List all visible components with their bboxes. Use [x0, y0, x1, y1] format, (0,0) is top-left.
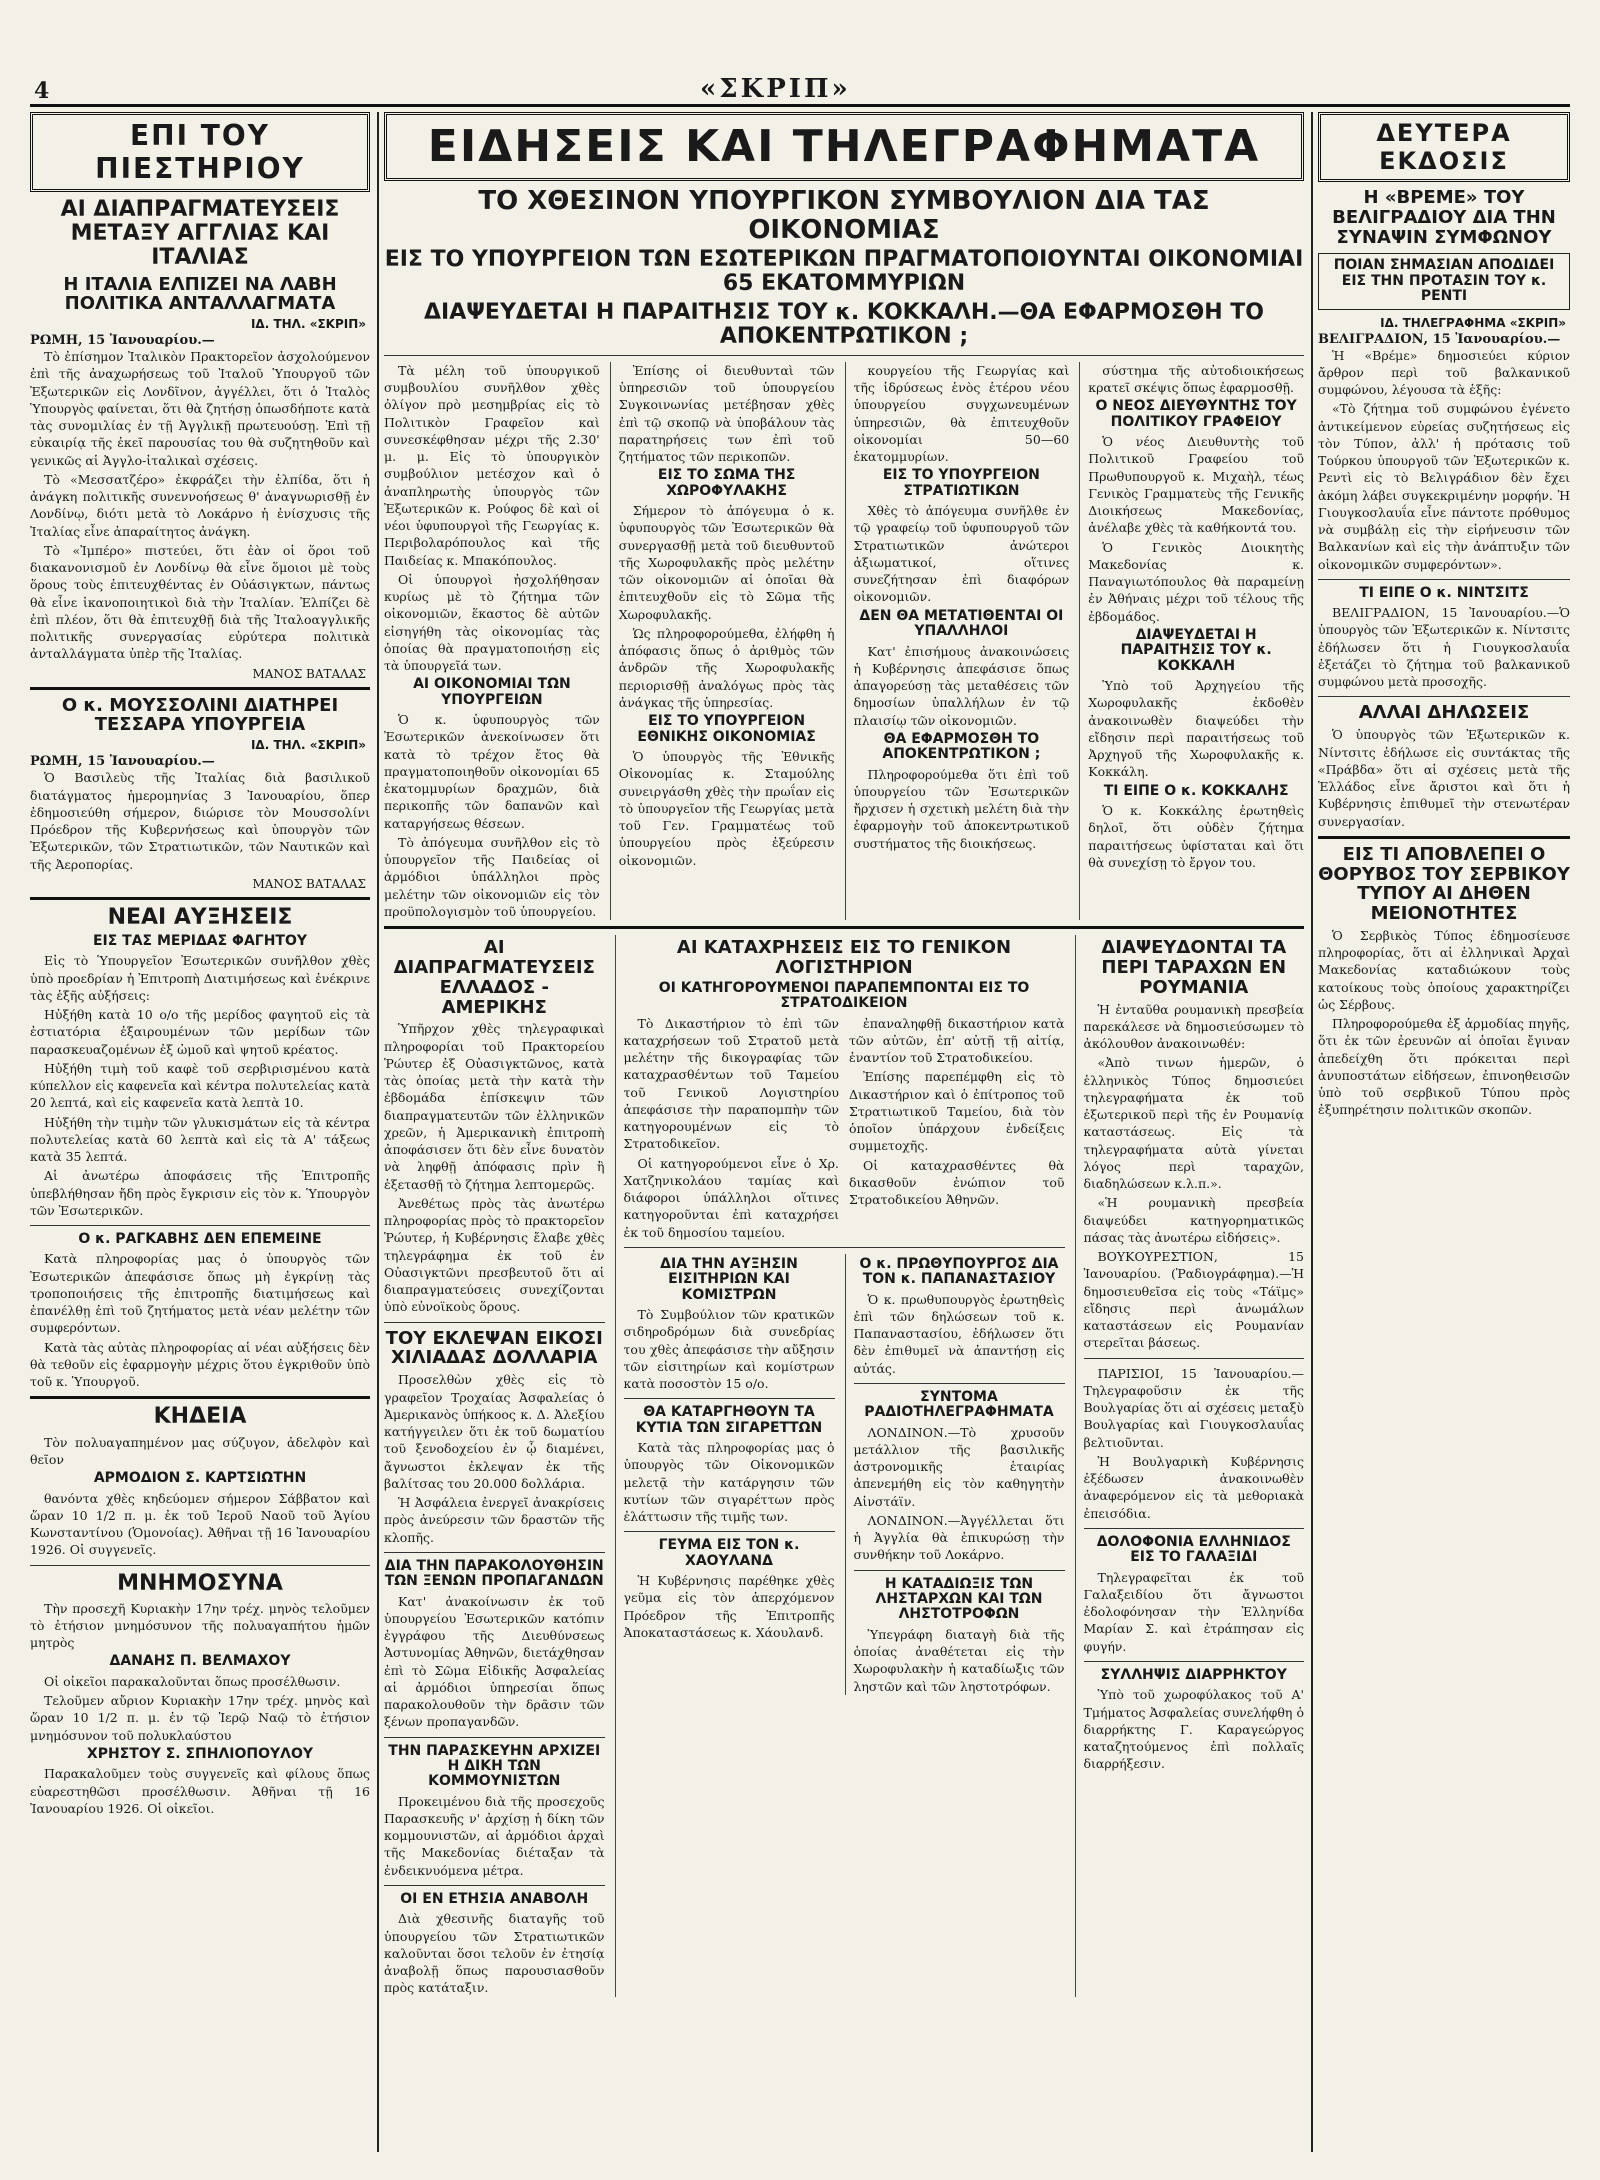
article-paragraph: ΒΕΛΙΓΡΑΔΙΟΝ, 15 Ἰανουαρίου.—Ὁ ὑπουργὸς τῶν Ἐξωτερικῶν κ. Νίντσιτς ἐδήλωσεν ὅτι ἡ Γιουγκοσλαυΐα ἐξετάζει τὸ ζήτημα τοῦ βαλκανικοῦ συμφώνου μετὰ προσοχῆς.: [1318, 605, 1570, 690]
article-paragraph: Ἀνεθέτως πρὸς τὰς ἀνωτέρω πληροφορίας πρὸς τὸ πρακτορεῖον Ῥώυτερ, ἡ Κυβέρνησις ἔλαβε χθὲς τηλεγράφημα ἐκ τοῦ ἐν Οὐασιγκτῶνι πρεσβευτοῦ ὅτι αἱ διαπραγματεύσεις συνεχίζονται ὑπὸ εὐνοϊκοὺς ὅρους.: [384, 1195, 605, 1315]
article-paragraph: Ὁ Γενικὸς Διοικητὴς Μακεδονίας κ. Παναγιωτόπουλος θὰ παραμείνῃ ἐν Ἀθήναις μέχρι τοῦ τέλους τῆς ἑβδομάδος.: [1088, 539, 1304, 624]
divider: [30, 687, 370, 690]
article-paragraph: Ὡς πληροφορούμεθα, ἐλήφθη ἡ ἀπόφασις ὅπως ὁ ἀριθμὸς τῶν ἀνδρῶν τῆς Χωροφυλακῆς περιορισθῇ ἀναλόγως πρὸς τὰς ἀνάγκας τῆς ὑπηρεσίας.: [618, 625, 835, 710]
article-communists-trial: [384, 1744, 605, 1879]
article-paragraph: Αἱ ἀνωτέρω ἀποφάσεις τῆς Ἐπιτροπῆς ὑπεβλήθησαν ἤδη πρὸς ἔγκρισιν εἰς τὸν κ. Ὑπουργὸν τῶν Ἐσωτερικῶν.: [30, 1168, 370, 1218]
article-paragraph: ΠΑΡΙΣΙΟΙ, 15 Ἰανουαρίου.—Τηλεγραφοῦσιν ἐκ τῆς Βουλγαρίας ὅτι αἱ σχέσεις μεταξὺ Βουλγαρίας καὶ Γιουγκοσλαυΐας βελτιοῦνται.: [1083, 1365, 1304, 1450]
article-paragraph: κουργείου τῆς Γεωργίας καὶ τῆς ἱδρύσεως ἑνὸς ἑτέρου νέου ὑπουργείου συγχωνευμένων ὑπηρεσιῶν, θὰ ἐπιτευχθοῦν οἰκονομίαι 50—60 ἑκατομμυρίων.: [853, 362, 1070, 465]
article-deferment: [384, 1892, 605, 1997]
article-subhead: ΟΙ ΚΑΤΗΓΟΡΟΥΜΕΝΟΙ ΠΑΡΑΠΕΜΠΟΝΤΑΙ ΕΙΣ ΤΟ ΣΤΡΑΤΟΔΙΚΕΙΟΝ: [658, 979, 1030, 1012]
notice-paragraph: Τὴν προσεχῆ Κυριακὴν 17ην τρέχ. μηνὸς τελοῦμεν τὸ ἐτήσιον μνημόσυνον τῆς πολυαγαπήτου ἡμῶν μητρὸς: [30, 1600, 370, 1651]
article-paragraph: Τὸ Δικαστήριον τὸ ἐπὶ τῶν καταχρήσεων τοῦ Στρατοῦ μετὰ μελέτην τῆς δικογραφίας τῶν καταχρασθέντων τοῦ Ταμείου τοῦ Γενικοῦ Λογιστηρίου ἀπεφάσισε τὴν παραπομπὴν τῶν κατηγορουμένων εἰς τὸ Στρατοδικεῖον.: [623, 1015, 839, 1152]
lower-column: [384, 935, 605, 1996]
article-paragraph: Εἰς τὸ Ὑπουργεῖον Ἐσωτερικῶν συνῆλθον χθὲς ὑπὸ προεδρίαν ἡ Ἐπιτροπὴ Διατιμήσεως καὶ ἐνέκρινε τὰς ἑξῆς αὐξήσεις:: [30, 953, 370, 1003]
article-paragraph: Κατ' ἐπισήμους ἀνακοινώσεις ἡ Κυβέρνησις ἀπεφάσισε ὅπως ἀπαγορεύσῃ τὰς μεταθέσεις τῶν δημοσίων ὑπαλλήλων ἐν τῷ πλαισίῳ τῶν οἰκονομιῶν.: [853, 643, 1070, 728]
article-paragraph: Ἐπίσης οἱ διευθυνταὶ τῶν ὑπηρεσιῶν τοῦ ὑπουργείου Συγκοινωνίας μετέβησαν χθὲς ἐπὶ τῷ σκοπῷ νὰ ὑποβάλουν τὰς παρατηρήσεις των ἐπὶ τοῦ ζητήματος τῶν περικοπῶν.: [618, 362, 835, 465]
article-paragraph: Διὰ χθεσινῆς διαταγῆς τοῦ ὑπουργείου τῶν Στρατιωτικῶν καλοῦνται ὅσοι τελοῦν ἐν ἐτησίᾳ ἀναβολῇ ὅπως παρουσιασθοῦν πρὸς κατάταξιν.: [384, 1911, 605, 1996]
article-paragraph: Ὁ Σερβικὸς Τύπος ἐδημοσίευσε πληροφορίας, ὅτι αἱ ἑλληνικαὶ Ἀρχαὶ Μακεδονίας καταδιώκουν τοὺς κατοίκους τοὺς ὁποίους χαρακτηρίζει ὡς Σέρβους.: [1318, 927, 1570, 1012]
article-embezzlement: [624, 938, 1065, 1241]
article-paragraph: Σήμερον τὸ ἀπόγευμα ὁ κ. ὑφυπουργὸς τῶν Ἐσωτερικῶν θὰ συνεργασθῇ μετὰ τοῦ διευθυντοῦ τῆς Χωροφυλακῆς πρὸς μελέτην τῶν οἰκονομιῶν αἱ ὁποῖαι θὰ ἐπιτευχθοῦν εἰς τὸ Σῶμα τῆς Χωροφυλακῆς.: [618, 503, 835, 622]
article-headline: ΘΑ ΚΑΤΑΡΓΗΘΟΥΝ ΤΑ ΚΥΤΙΑ ΤΩΝ ΣΙΓΑΡΕΤΤΩΝ: [635, 1404, 823, 1436]
divider: [1084, 1358, 1305, 1359]
notice-memorials: [30, 1572, 370, 1817]
section-banner: ΔΕΥΤΕΡΑ ΕΚΔΟΣΙΣ: [1318, 112, 1570, 182]
article-headline: ΑΙ ΔΙΑΠΡΑΓΜΑΤΕΥΣΕΙΣ ΜΕΤΑΞΥ ΑΓΓΛΙΑΣ ΚΑΙ ΙΤΑΛΙΑΣ: [60, 197, 340, 271]
lead-column: [1079, 362, 1304, 920]
divider: [30, 1565, 370, 1566]
article-headline: ΑΙ ΚΑΤΑΧΡΗΣΕΙΣ ΕΙΣ ΤΟ ΓΕΝΙΚΟΝ ΛΟΓΙΣΤΗΡΙΟΝ: [676, 937, 1012, 979]
divider: [384, 1322, 605, 1323]
column-rule: [1311, 112, 1313, 2152]
article-byline: ΜΑΝΟΣ ΒΑΤΑΛΑΣ: [252, 876, 366, 891]
article-paragraph: Κατ' ἀνακοίνωσιν ἐκ τοῦ ὑπουργείου Ἐσωτερικῶν κατόπιν ἐγγράφου τῆς Διευθύνσεως Ἀστυνομίας Ἀθηνῶν, διετάχθησαν ἐπὶ τὸ Σῶμα Εἰδικῆς Ἀσφαλείας αἱ ἀρμόδιοι ὑπηρεσίαι ὅπως παρακολουθοῦν τὴν δρᾶσιν τῶν ξένων προπαγανδῶν.: [384, 1593, 605, 1730]
section-banner: ΕΙΔΗΣΕΙΣ ΚΑΙ ΤΗΛΕΓΡΑΦΗΜΑΤΑ: [384, 112, 1304, 181]
section-subhead: ΑΙ ΟΙΚΟΝΟΜΙΑΙ ΤΩΝ ΥΠΟΥΡΓΕΙΩΝ: [413, 676, 571, 708]
article-dateline: ΒΕΛΙΓΡΑΔΙΟΝ, 15 Ἰανουαρίου.—: [1318, 331, 1561, 347]
divider: [384, 1552, 605, 1553]
article-paragraph: Οἱ καταχρασθέντες θὰ δικασθοῦν ἐνώπιον τοῦ Στρατοδικείου Ἀθηνῶν.: [849, 1157, 1065, 1208]
article-paragraph: Κατὰ πληροφορίας μας ὁ ὑπουργὸς τῶν Ἐσωτερικῶν ἀπεφάσισε ὅπως μὴ ἐγκρίνῃ τὰς τροποποιήσεις τῆς ἐπιτροπῆς διατιμήσεως καὶ ἐπανέλθῃ ἐπὶ τοῦ ζητήματος μετὰ νέαν μελέτην τῶν συμφερόντων.: [30, 1251, 370, 1336]
article-paragraph: ΛΟΝΔΙΝΟΝ.—Τὸ χρυσοῦν μετάλλιον τῆς βασιλικῆς ἀστρονομικῆς ἑταιρίας ἀπενεμήθη εἰς τὸν καθηγητὴν Αἰνστάϊν.: [853, 1424, 1065, 1509]
article-paragraph: Ὁ Βασιλεὺς τῆς Ἰταλίας διὰ βασιλικοῦ διατάγματος ἡμερομηνίας 3 Ἰανουαρίου, ὅπερ ἐδημοσιεύθη σήμερον, διώρισε τὸν Μουσσολίνι Πρόεδρον τῆς Κυβερνήσεως καὶ ὑπουργὸν τῶν Ἐξωτερικῶν, τῶν Στρατιωτικῶν, τῶν Ναυτικῶν καὶ τῆς Ἀεροπορίας.: [30, 770, 370, 872]
article-paragraph: Ὑπῆρχον χθὲς τηλεγραφικαὶ πληροφορίαι τοῦ Πρακτορείου Ῥώυτερ ἐξ Οὐασιγκτῶνος, κατὰ τὰς ὁποίας μετὰ τὴν κατὰ τὴν ἐβδομάδα ἐπίσκεψιν τῶν διαπραγματευτῶν τῶν ἑλληνικῶν χρεῶν, ἡ Ἀμερικανικὴ ἐπιτροπὴ ἀποφάσισεν ὅτι δὲν εἶνε δυνατὸν νὰ ληφθῇ ἀπόφασις πρὶν ἢ ἐξετασθῇ τὸ ζήτημα λεπτομερῶς.: [384, 1021, 605, 1192]
article-paragraph: Ἡ Ἀσφάλεια ἐνεργεῖ ἀνακρίσεις πρὸς ἀνεύρεσιν τῶν δραστῶν τῆς κλοπῆς.: [384, 1495, 605, 1545]
divider: [30, 897, 370, 900]
section-subhead: Ο ΝΕΟΣ ΔΙΕΥΘΥΝΤΗΣ ΤΟΥ ΠΟΛΙΤΙΚΟΥ ΓΡΑΦΕΙΟΥ: [1095, 398, 1297, 430]
article-italy-england: [30, 198, 370, 681]
divider: [30, 1396, 370, 1399]
article-paragraph: Τὰ μέλη τοῦ ὑπουργικοῦ συμβουλίου συνῆλθον χθὲς ὀλίγον πρὸ μεσημβρίας εἰς τὸ Πολιτικὸν Γραφεῖον καὶ συνεσκέφθησαν μέχρι τῆς 2.30' μ. μ. Εἰς τὸ ὑπουργικὸν συμβούλιον μετέσχον καὶ ὁ ἀναπληρωτὴς ὑπουργὸς τῶν Ἐξωτερικῶν κ. Ρούφος δὲ καὶ οἱ νέοι ὑφυπουργοὶ τῆς Γεωργίας κ. Περιβολαρόπουλος καὶ τῆς Παιδείας κ. Μπακόπουλος.: [384, 362, 600, 568]
divider: [1318, 836, 1570, 839]
article-headline: ΟΙ ΕΝ ΕΤΗΣΙΑ ΑΝΑΒΟΛΗ: [400, 1890, 589, 1907]
article-headline: ΔΙΑ ΤΗΝ ΑΥΞΗΣΙΝ ΕΙΣΙΤΗΡΙΩΝ ΚΑΙ ΚΟΜΙΣΤΡΩΝ: [660, 1255, 798, 1303]
article-paris: [1084, 1365, 1305, 1522]
article-paragraph: Ἡ «Βρέμε» δημοσιεύει κύριον ἄρθρον περὶ τοῦ βαλκανικοῦ συμφώνου, λέγουσα τὰ ἑξῆς:: [1318, 347, 1570, 398]
article-columns: [624, 1254, 1065, 1695]
article-subhead: Η ΙΤΑΛΙΑ ΕΛΠΙΖΕΙ ΝΑ ΛΑΒΗ ΠΟΛΙΤΙΚΑ ΑΝΤΑΛΛΑΓΜΑΤΑ: [63, 273, 337, 315]
article-paragraph: Ὑπὸ τοῦ Ἀρχηγείου τῆς Χωροφυλακῆς ἐκδοθὲν ἀνακοινωθὲν διαψεύδει τὴν εἴδησιν περὶ παραιτήσεως τοῦ Ἀρχηγοῦ τῆς Χωροφυλακῆς κ. Κοκκάλη.: [1088, 678, 1304, 780]
notice-name: ΑΡΜΟΔΙΟΝ Σ. ΚΑΡΤΣΙΩΤΗΝ: [93, 1470, 307, 1487]
lead-column: [845, 362, 1070, 920]
article-headline: ΑΙ ΔΙΑΠΡΑΓΜΑΤΕΥΣΕΙΣ ΕΛΛΑΔΟΣ - ΑΜΕΡΙΚΗΣ: [393, 937, 595, 1018]
article-headline: ΤΗΝ ΠΑΡΑΣΚΕΥΗΝ ΑΡΧΙΖΕΙ Η ΔΙΚΗ ΤΩΝ ΚΟΜΜΟΥΝΙΣΤΩΝ: [388, 1742, 601, 1790]
divider: [854, 1570, 1065, 1571]
article-column: [849, 1015, 1065, 1241]
notice-headline: ΚΗΔΕΙΑ: [153, 1404, 247, 1430]
article-dateline: ΡΩΜΗ, 15 Ἰανουαρίου.—: [30, 333, 215, 349]
article-paragraph: Προσελθὼν χθὲς εἰς τὸ γραφεῖον Τροχαίας Ἀσφαλείας ὁ Ἀμερικανὸς ὑπήκοος κ. Δ. Ἀλεξίου κατήγγειλεν ὅτι ἐκ τοῦ δωματίου τοῦ ξενοδοχείου ἐν ᾧ διαμένει, ἄγνωστοι ἐκλεψαν ἐκ τῆς βαλίτσας του 20.000 δολλάρια.: [384, 1372, 605, 1491]
notice-name: ΧΡΗΣΤΟΥ Σ. ΣΠΗΛΙΟΠΟΥΛΟΥ: [86, 1745, 314, 1762]
lead-headline: ΤΟ ΧΘΕΣΙΝΟΝ ΥΠΟΥΡΓΙΚΟΝ ΣΥΜΒΟΥΛΙΟΝ ΔΙΑ ΤΑΣ ΟΙΚΟΝΟΜΙΑΣ: [478, 186, 1210, 245]
article-other-statements: [1318, 703, 1570, 829]
article-paragraph: Χθὲς τὸ ἀπόγευμα συνῆλθε ἐν τῷ γραφείῳ τοῦ ὑφυπουργοῦ τῶν Στρατιωτικῶν ἀνώτεροι ἀξιωματικοί, οἵτινες συνεζήτησαν ἐπὶ διαφόρων οἰκονομιῶν.: [853, 503, 1070, 605]
divider: [384, 355, 1304, 356]
section-subhead: ΔΙΑΨΕΥΔΕΤΑΙ Η ΠΑΡΑΙΤΗΣΙΣ ΤΟΥ κ. ΚΟΚΚΑΛΗ: [1120, 626, 1272, 674]
article-headline: ΔΟΛΟΦΟΝΙΑ ΕΛΛΗΝΙΔΟΣ ΕΙΣ ΤΟ ΓΑΛΑΞΙΔΙ: [1096, 1533, 1291, 1566]
article-headline: Ο κ. ΜΟΥΣΣΟΛΙΝΙ ΔΙΑΤΗΡΕΙ ΤΕΣΣΑΡΑ ΥΠΟΥΡΓΕΙΑ: [61, 694, 339, 736]
article-propaganda: [384, 1559, 605, 1731]
article-mussolini: [30, 696, 370, 891]
right-column: [1318, 112, 1570, 2152]
article-subhead: ΠΟΙΑΝ ΣΗΜΑΣΙΑΝ ΑΠΟΔΙΔΕΙ ΕΙΣ ΤΗΝ ΠΡΟΤΑΣΙΝ ΤΟΥ κ. ΡΕΝΤΙ: [1318, 253, 1570, 309]
notice-name: ΔΑΝΑΗΣ Π. ΒΕΛΜΑΧΟΥ: [109, 1653, 291, 1670]
article-serbian-press: [1318, 845, 1570, 1119]
notice-headline: ΜΝΗΜΟΣΥΝΑ: [117, 1570, 283, 1596]
article-byline: ΜΑΝΟΣ ΒΑΤΑΛΑΣ: [252, 666, 366, 681]
article-headline: ΣΥΝΤΟΜΑ ΡΑΔΙΟΤΗΛΕΓΡΑΦΗΜΑΤΑ: [864, 1388, 1054, 1421]
article-vreme: [1318, 188, 1570, 573]
article-food-prices: [30, 906, 370, 1219]
divider: [384, 1885, 605, 1886]
article-paragraph: ΒΟΥΚΟΥΡΕΣΤΙΟΝ, 15 Ἰανουαρίου. (Ῥαδιογράφημα).—Ἡ δημοσιευθεῖσα εἰς τοὺς «Τάϊμς» εἴδησις περὶ ἀνωμάλων καταστάσεων εἰς Ρουμανίαν στερεῖται βάσεως.: [1083, 1249, 1304, 1351]
article-greece-america: [384, 938, 605, 1315]
article-source: ΙΔ. ΤΗΛ. «ΣΚΡΙΠ»: [250, 317, 366, 332]
divider: [624, 1531, 835, 1532]
divider: [384, 1737, 605, 1738]
article-paragraph: Πληροφορούμεθα ὅτι ἐπὶ τοῦ ὑπουργείου τῶν Ἐσωτερικῶν ἤρχισεν ἡ σχετικὴ μελέτη διὰ τὴν ἐφαρμογὴν τοῦ ἀποκεντρωτικοῦ συστήματος τῆς διοικήσεως.: [853, 766, 1070, 851]
article-column: [624, 1254, 835, 1695]
article-paragraph: Τηλεγραφεῖται ἐκ τοῦ Γαλαξειδίου ὅτι ἄγνωστοι ἐδολοφόνησαν τὴν Ἑλληνίδα Μαρίαν Σ. καὶ ἐτράπησαν εἰς φυγήν.: [1083, 1569, 1304, 1654]
section-subhead: ΔΕΝ ΘΑ ΜΕΤΑΤΙΘΕΝΤΑΙ ΟΙ ΥΠΑΛΛΗΛΟΙ: [859, 607, 1064, 640]
lead-subhead: ΕΙΣ ΤΟ ΥΠΟΥΡΓΕΙΟΝ ΤΩΝ ΕΣΩΤΕΡΙΚΩΝ ΠΡΑΓΜΑΤΟΠΟΙΟΥΝΤΑΙ ΟΙΚΟΝΟΜΙΑΙ 65 ΕΚΑΤΟΜΜΥΡΙΩΝ: [384, 247, 1304, 297]
divider: [384, 926, 1304, 929]
section-subhead: ΕΙΣ ΤΟ ΥΠΟΥΡΓΕΙΟΝ ΣΤΡΑΤΙΩΤΙΚΩΝ: [882, 467, 1040, 499]
article-paragraph: «Τὸ ζήτημα τοῦ συμφώνου ἐγένετο ἀντικείμενον εὐρείας συζητήσεως εἰς τὸν Τύπον, ἀλλ' ἡ πρότασις τοῦ Τούρκου ὑπουργοῦ τῶν Ἐξωτερικῶν κ. Ρεντὶ εἰς τὸ Βελιγράδιον δὲν ἔχει ἀκόμη λάβει συγκεκριμένην μορφήν. Ἡ Γιουγκοσλαυΐα εἶνε πάντοτε πρόθυμος νὰ συμβάλῃ εἰς τὴν εἰρήνευσιν τῶν Βαλκανίων καὶ εἰς τὴν ἀνάπτυξιν τῶν οἰκονομικῶν συμφερόντων».: [1318, 401, 1570, 572]
article-paragraph: Ὑπεγράφη διαταγὴ διὰ τῆς ὁποίας ἀναθέτεται εἰς τὴν Χωροφυλακὴν ἡ καταδίωξις τῶν ληστῶν καὶ τῶν ληστοτρόφων.: [853, 1626, 1065, 1694]
article-stolen-dollars: [384, 1329, 605, 1546]
article-headline: ΔΙΑΨΕΥΔΟΝΤΑΙ ΤΑ ΠΕΡΙ ΤΑΡΑΧΩΝ ΕΝ ΡΟΥΜΑΝΙΑ: [1101, 937, 1287, 998]
article-paragraph: Τὸ ἀπόγευμα συνῆλθον εἰς τὸ ὑπουργεῖον τῆς Παιδείας οἱ ἀρμόδιοι ὑπάλληλοι πρὸς μελέτην τῶν οἰκονομιῶν εἰς τὸν προϋπολογισμὸν τοῦ ὑπουργείου.: [384, 834, 600, 919]
article-headline: Η «ΒΡΕΜΕ» ΤΟΥ ΒΕΛΙΓΡΑΔΙΟΥ ΔΙΑ ΤΗΝ ΣΥΝΑΨΙΝ ΣΥΜΦΩΝΟΥ: [1332, 187, 1556, 248]
lead-subhead: ΔΙΑΨΕΥΔΕΤΑΙ Η ΠΑΡΑΙΤΗΣΙΣ ΤΟΥ κ. ΚΟΚΚΑΛΗ.—ΘΑ ΕΦΑΡΜΟΣΘΗ ΤΟ ΑΠΟΚΕΝΤΡΩΤΙΚΟΝ ;: [424, 299, 1264, 349]
divider: [30, 1225, 370, 1226]
main-column: [384, 112, 1304, 2152]
section-subhead: ΕΙΣ ΤΟ ΥΠΟΥΡΓΕΙΟΝ ΕΘΝΙΚΗΣ ΟΙΚΟΝΟΜΙΑΣ: [637, 713, 816, 745]
divider: [1318, 696, 1570, 697]
article-headline: Η ΚΑΤΑΔΙΩΞΙΣ ΤΩΝ ΛΗΣΤΑΡΧΩΝ ΚΑΙ ΤΩΝ ΛΗΣΤΟΤΡΟΦΩΝ: [875, 1575, 1043, 1623]
article-headline: ΤΟΥ ΕΚΛΕΨΑΝ ΕΙΚΟΣΙ ΧΙΛΙΑΔΑΣ ΔΟΛΛΑΡΙΑ: [385, 1327, 603, 1369]
article-column: [624, 1015, 840, 1241]
notice-paragraph: Παρακαλοῦμεν τοὺς συγγενεῖς καὶ φίλους ὅπως εὐαρεστηθῶσι προσέλθωσιν. Ἀθῆναι τῇ 16 Ἰανουαρίου 1926. Οἱ οἰκεῖοι.: [30, 1766, 370, 1816]
article-paragraph: Ὁ κ. πρωθυπουργὸς ἐρωτηθεὶς ἐπὶ τῶν δηλώσεων τοῦ κ. Παπαναστασίου, ἐδήλωσεν ὅτι δὲν ἐπιθυμεῖ νὰ ἀπαντήσῃ εἰς αὐτάς.: [853, 1291, 1065, 1376]
divider: [1318, 579, 1570, 580]
divider: [1084, 1528, 1305, 1529]
lead-column: [610, 362, 835, 920]
article-headline: Ο κ. ΡΑΓΚΑΒΗΣ ΔΕΝ ΕΠΕΜΕΙΝΕ: [78, 1231, 322, 1248]
article-columns: [624, 1015, 1065, 1241]
article-dateline: ΡΩΜΗ, 15 Ἰανουαρίου.—: [30, 754, 215, 770]
article-source: ΙΔ. ΤΗΛΕΓΡΑΦΗΜΑ «ΣΚΡΙΠ»: [1380, 315, 1566, 330]
section-banner: ΕΠΙ ΤΟΥ ΠΙΕΣΤΗΡΙΟΥ: [30, 112, 370, 192]
article-paragraph: Οἱ ὑπουργοὶ ἠσχολήθησαν κυρίως μὲ τὸ ζήτημα τῶν οἰκονομιῶν, ἕκαστος δὲ αὐτῶν εἰσηγήθη τὰς οἰκονομίας τὰς ὁποίας θὰ πραγματοποιήσῃ εἰς τὰ ὑπουργεῖά των.: [384, 571, 600, 674]
lead-column: [384, 362, 600, 920]
lower-columns: [384, 935, 1304, 1996]
article-paragraph: Ἡ ἐνταῦθα ρουμανικὴ πρεσβεία παρεκάλεσε νὰ δημοσιεύσωμεν τὸ ἀκόλουθον ἀνακοινωθέν:: [1083, 1001, 1304, 1052]
article-murder: [1084, 1535, 1305, 1655]
article-paragraph: Τὸ ἐπίσημον Ἰταλικὸν Πρακτορεῖον ἀσχολούμενον ἐπὶ τῆς ἀναχωρήσεως τοῦ Ἰταλοῦ Ὑπουργοῦ τῶν Ἐξωτερικῶν εἰς Λονδῖνον, ἀγγέλλει, ὅτι ὁ Ἰταλὸς Ὑπουργὸς φαίνεται, ὅτι θὰ ζητήσῃ ὁπωσδήποτε κατὰ τὰς συνομιλίας ἐν τῇ Ἀγγλικῇ πρωτευούσῃ. Ἐπὶ τῇ εὐκαιρίᾳ τῆς ἐκεῖ παρουσίας του θὰ συζητηθοῦν καὶ γενικῶς αἱ Ἀγγλο-ἰταλικαὶ σχέσεις.: [30, 349, 370, 468]
article-subhead: ΕΙΣ ΤΑΣ ΜΕΡΙΔΑΣ ΦΑΓΗΤΟΥ: [92, 932, 308, 949]
article-paragraph: Ὁ κ. ὑφυπουργὸς τῶν Ἐσωτερικῶν ἀνεκοίνωσεν ὅτι κατὰ τὸ τρέχον ἔτος θὰ πραγματοποιηθοῦν οἰκονομίαι 65 ἑκατομμυρίων δραχμῶν, διὰ περικοπῆς τῶν δαπανῶν καὶ καταργήσεως θέσεων.: [384, 712, 600, 831]
divider: [624, 1398, 835, 1399]
article-headline: ΓΕΥΜΑ ΕΙΣ ΤΟΝ κ. ΧΑΟΥΛΑΝΔ: [658, 1537, 800, 1569]
page-number: 4: [34, 78, 50, 104]
article-paragraph: Προκειμένου διὰ τῆς προσεχοῦς Παρασκευῆς ν' ἀρχίσῃ ἡ δίκη τῶν κομμουνιστῶν, αἱ ἀρμόδιοι ἀρχαὶ τῆς Μακεδονίας διέταξαν τὰ ἐνδεικνυόμενα μέτρα.: [384, 1793, 605, 1878]
divider: [1084, 1661, 1305, 1662]
article-paragraph: Ἡ Βουλγαρικὴ Κυβέρνησις ἐξέδωσεν ἀνακοινωθὲν ἀναφερόμενον εἰς τὰ μεθοριακὰ ἐπεισόδια.: [1083, 1453, 1304, 1521]
article-source: ΙΔ. ΤΗΛ. «ΣΚΡΙΠ»: [250, 738, 366, 753]
notice-paragraph: Τελοῦμεν αὔριον Κυριακὴν 17ην τρέχ. μηνὸς καὶ ὥραν 10 1/2 π. μ. ἐν τῷ Ἱερῷ Ναῷ τὸ ἐτήσιον μνημόσυνον τοῦ πολυκλαύστου: [30, 1693, 370, 1743]
lead-article: [384, 187, 1304, 920]
article-headline: ΣΥΛΛΗΨΙΣ ΔΙΑΡΡΗΚΤΟΥ: [1100, 1666, 1287, 1683]
section-subhead: ΕΙΣ ΤΟ ΣΩΜΑ ΤΗΣ ΧΩΡΟΦΥΛΑΚΗΣ: [657, 467, 796, 499]
article-headline: ΝΕΑΙ ΑΥΞΗΣΕΙΣ: [107, 904, 293, 930]
article-headline: ΕΙΣ ΤΙ ΑΠΟΒΛΕΠΕΙ Ο ΘΟΡΥΒΟΣ ΤΟΥ ΣΕΡΒΙΚΟΥ ΤΥΠΟΥ ΑΙ ΔΗΘΕΝ ΜΕΙΟΝΟΤΗΤΕΣ: [1318, 843, 1570, 925]
article-paragraph: ἐπαναληφθῇ δικαστήριον κατὰ τῶν αὐτῶν, ἐπ' αὐτῇ τῇ αἰτίᾳ, ἐναντίον τοῦ Στρατοδικείου.: [849, 1015, 1065, 1066]
section-subhead: ΘΑ ΕΦΑΡΜΟΣΘΗ ΤΟ ΑΠΟΚΕΝΤΡΩΤΙΚΟΝ ;: [882, 730, 1041, 763]
article-paragraph: σύστημα τῆς αὐτοδιοικήσεως κρατεῖ σκέψις ὅπως ἐφαρμοσθῇ.: [1088, 362, 1304, 396]
article-romania: [1084, 938, 1305, 1351]
masthead-rule: [30, 104, 1570, 107]
article-rangavis: [30, 1232, 370, 1390]
article-paragraph: Ηὐξήθη τιμὴ τοῦ καφὲ τοῦ σερβιρισμένου κατὰ κύπελλον εἰς καφενεῖα καὶ κέντρα πολυτελείας κατὰ 20 λεπτά, καὶ εἰς καφενεῖα κατὰ λεπτὰ 10.: [30, 1060, 370, 1111]
article-paragraph: ΛΟΝΔΙΝΟΝ.—Ἀγγέλλεται ὅτι ἡ Ἀγγλία θὰ ἐπικυρώσῃ τὴν συνθήκην τοῦ Λοκάρνο.: [853, 1512, 1065, 1563]
masthead: [0, 0, 1600, 104]
article-headline: ΑΛΛΑΙ ΔΗΛΩΣΕΙΣ: [1358, 702, 1530, 724]
lead-columns: [384, 362, 1304, 920]
article-headline: ΤΙ ΕΙΠΕ Ο κ. ΝΙΝΤΣΙΤΣ: [1359, 584, 1529, 601]
article-nincic: [1318, 586, 1570, 691]
article-headline: ΔΙΑ ΤΗΝ ΠΑΡΑΚΟΛΟΥΘΗΣΙΝ ΤΩΝ ΞΕΝΩΝ ΠΡΟΠΑΓΑΝΔΩΝ: [384, 1557, 604, 1590]
article-paragraph: Ὁ νέος Διευθυντὴς τοῦ Πολιτικοῦ Γραφείου τοῦ Πρωθυπουργοῦ κ. Μιχαὴλ, τέως Γενικὸς Γραμματεὺς τῆς Γενικῆς Διοικήσεως Μακεδονίας, ἀνέλαβε χθὲς τὰ καθήκοντά του.: [1088, 434, 1304, 536]
column-rule: [377, 112, 379, 2152]
article-paragraph: Ὁ κ. Κοκκάλης ἐρωτηθεὶς δηλοῖ, ὅτι οὐδὲν ζήτημα παραιτήσεως ὑφίσταται καὶ ὅτι θὰ συνεχίσῃ τὸ ἔργον του.: [1088, 803, 1304, 870]
article-paragraph: Ηὐξήθη τὴν τιμὴν τῶν γλυκισμάτων εἰς τὰ κέντρα πολυτελείας κατὰ 60 λεπτὰ καὶ εἰς τὰ Α' τάξεως κατὰ 35 λεπτά.: [30, 1114, 370, 1165]
article-paragraph: Κατὰ τὰς πληροφορίας μας ὁ ὑπουργὸς τῶν Οἰκονομικῶν μελετᾷ τὴν κατάργησιν τῶν κυτίων τῶν σιγαρέττων πρὸς ἐλάττωσιν τῆς τιμῆς των.: [623, 1440, 835, 1525]
notice-paragraph: Οἱ οἰκεῖοι παρακαλοῦνται ὅπως προσέλθωσιν.: [44, 1673, 341, 1689]
article-paragraph: «Ἀπὸ τινων ἡμερῶν, ὁ ἑλληνικὸς Τύπος δημοσιεύει τηλεγραφήματα ἐκ τοῦ ἐξωτερικοῦ περὶ τῆς ἐν Ρουμανίᾳ καταστάσεως. Εἰς τὰ τηλεγραφήματα αὐτὰ γίνεται λόγος περὶ ταραχῶν, διαδηλώσεων κ.λ.π.».: [1083, 1055, 1304, 1192]
article-paragraph: Τὸ «Μεσσατζέρο» ἐκφράζει τὴν ἐλπίδα, ὅτι ἡ ἀνάγκη πολιτικῆς συνεννοήσεως θ' ἀναγνωρισθῇ ἐν Λονδίνῳ, διότι μετὰ τὸ Λοκάρνο ἡ ἐνίσχυσις τῆς Ἰταλίας εἶνε ἀπαραίτητος ἀνάγκη.: [30, 471, 370, 539]
lower-column-wide: [615, 935, 1065, 1996]
divider: [624, 1247, 1065, 1248]
article-burglar: [1084, 1668, 1305, 1773]
article-paragraph: «Ἡ ρουμανικὴ πρεσβεία διαψεύδει κατηγορηματικῶς πάσας τὰς ἀνωτέρω εἰδήσεις».: [1083, 1195, 1304, 1245]
article-paragraph: Ἡ Κυβέρνησις παρέθηκε χθὲς γεῦμα εἰς τὸν ἀπερχόμενον Πρόεδρον τῆς Ἐπιτροπῆς Ἀποκαταστάσεως κ. Χάουλανδ.: [623, 1573, 835, 1640]
notice-paragraph: Τὸν πολυαγαπημένον μας σύζυγον, ἀδελφὸν καὶ θεῖον: [30, 1434, 370, 1467]
article-paragraph: Ὑπὸ τοῦ χωροφύλακος τοῦ Α' Τμήματος Ἀσφαλείας συνελήφθη ὁ διαρρήκτης Γ. Καραγεώργος καταζητούμενος ἐπὶ πολλαῖς διαρρήξεσιν.: [1083, 1687, 1304, 1772]
divider: [854, 1383, 1065, 1384]
article-paragraph: Πληροφορούμεθα ἐξ ἁρμοδίας πηγῆς, ὅτι ἐκ τῶν ἐρευνῶν αἱ ὁποῖαι ἔγιναν ἀπεδείχθη ὅτι πρόκειται περὶ ἀνυποστάτων εἰδήσεων, ἐπινοηθεισῶν ὑπὸ τοῦ σερβικοῦ Τύπου πρὸς ἐξυπηρέτησιν πολιτικῶν σκοπῶν.: [1318, 1016, 1570, 1118]
lower-column: [1075, 935, 1305, 1996]
article-paragraph: Τὸ Συμβούλιον τῶν κρατικῶν σιδηροδρόμων διὰ συνεδρίας του χθὲς ἀπεφάσισε τὴν αὔξησιν τῶν εἰσιτηρίων καὶ κομίστρων κατὰ ποσοστὸν 15 ο/ο.: [623, 1307, 835, 1392]
article-headline: Ο κ. ΠΡΩΘΥΠΟΥΡΓΟΣ ΔΙΑ ΤΟΝ κ. ΠΑΠΑΝΑΣΤΑΣΙΟΥ: [859, 1255, 1059, 1288]
section-subhead: ΤΙ ΕΙΠΕ Ο κ. ΚΟΚΚΑΛΗΣ: [1103, 782, 1289, 799]
notice-funeral: [30, 1405, 370, 1558]
newspaper-name: «ΣΚΡΙΠ»: [700, 74, 851, 104]
article-paragraph: Οἱ κατηγορούμενοι εἶνε ὁ Χρ. Χατζηνικολάου ταμίας καὶ διάφοροι ὑπάλληλοι οἵτινες κατηγοροῦνται ἐπὶ καταχρήσει ἐκ τοῦ δημοσίου ταμείου.: [623, 1155, 839, 1240]
article-paragraph: Ὁ ὑπουργὸς τῆς Ἐθνικῆς Οἰκονομίας κ. Σταμούλης συνειργάσθη χθὲς τὴν πρωΐαν εἰς τὸ ὑπουργεῖον τῆς Γεωργίας μετὰ τοῦ Γεν. Γραμματέως τοῦ ὑπουργείου πρὸς ἐξεύρεσιν οἰκονομιῶν.: [618, 749, 835, 868]
notice-paragraph: θανόντα χθὲς κηδεύομεν σήμερον Σάββατον καὶ ὥραν 10 1/2 π. μ. ἐκ τοῦ Ἱεροῦ Ναοῦ τοῦ Ἁγίου Κωνσταντίνου (Ὁμονοίας). Ἀθῆναι τῇ 16 Ἰανουαρίου 1926. Οἱ συγγενεῖς.: [30, 1490, 370, 1558]
article-paragraph: Ὁ ὑπουργὸς τῶν Ἐξωτερικῶν κ. Νίντσιτς ἐδήλωσε εἰς συντάκτας τῆς «Πράβδα» ὅτι αἱ σχέσεις μετὰ τῆς Ἑλλάδος εἶνε ἄριστοι καὶ ὅτι ἡ Κυβέρνησις ἐπιθυμεῖ τὴν στενωτέραν συνεργασίαν.: [1318, 727, 1570, 829]
article-paragraph: Τὸ «Ἰμπέρο» πιστεύει, ὅτι ἐὰν οἱ ὅροι τοῦ διακανονισμοῦ ἐν Λονδίνῳ θὰ εἶνε ὅμοιοι μὲ τοὺς ὅρους τοὺς ἐπιτευχθέντας ἐν Οὐάσιγκτων, πάντως θὰ εἶνε ἱκανοποιητικοὶ διὰ τὴν Ἰταλίαν. Ἐλπίζει δὲ ἐπὶ πλέον, ὅτι θὰ ἐπιτευχθῇ διὰ τῆς Ἰταλοαγγλικῆς πολιτικῆς συνεργασίας εὐρύτερα πολιτικὰ ἀνταλλάγματα ὑπὲρ τῆς Ἰταλίας.: [30, 542, 370, 662]
left-column: [30, 112, 370, 2152]
article-paragraph: Ἐπίσης παρεπέμφθη εἰς τὸ Δικαστήριον καὶ ὁ ἐπίτροπος τοῦ Στρατιωτικοῦ Ταμείου, διὰ τὸν ὁποῖον ὑπάρχουν ἐνδείξεις συμμετοχῆς.: [849, 1069, 1065, 1154]
article-paragraph: Κατὰ τὰς αὐτὰς πληροφορίας αἱ νέαι αὐξήσεις δὲν θὰ τεθοῦν εἰς ἐφαρμογὴν μέχρις ὅτου ἐγκριθοῦν ὑπὸ τοῦ κ. Ὑπουργοῦ.: [30, 1339, 370, 1390]
article-paragraph: Ηὐξήθη κατὰ 10 ο/ο τῆς μερίδος φαγητοῦ εἰς τὰ ἐστιατόρια ἐξαιρουμένων τῶν μερίδων τῶν παρασκευαζομένων ἐξ ὠμοῦ καὶ ψητοῦ κρέατος.: [30, 1007, 370, 1057]
article-column: [845, 1254, 1065, 1695]
